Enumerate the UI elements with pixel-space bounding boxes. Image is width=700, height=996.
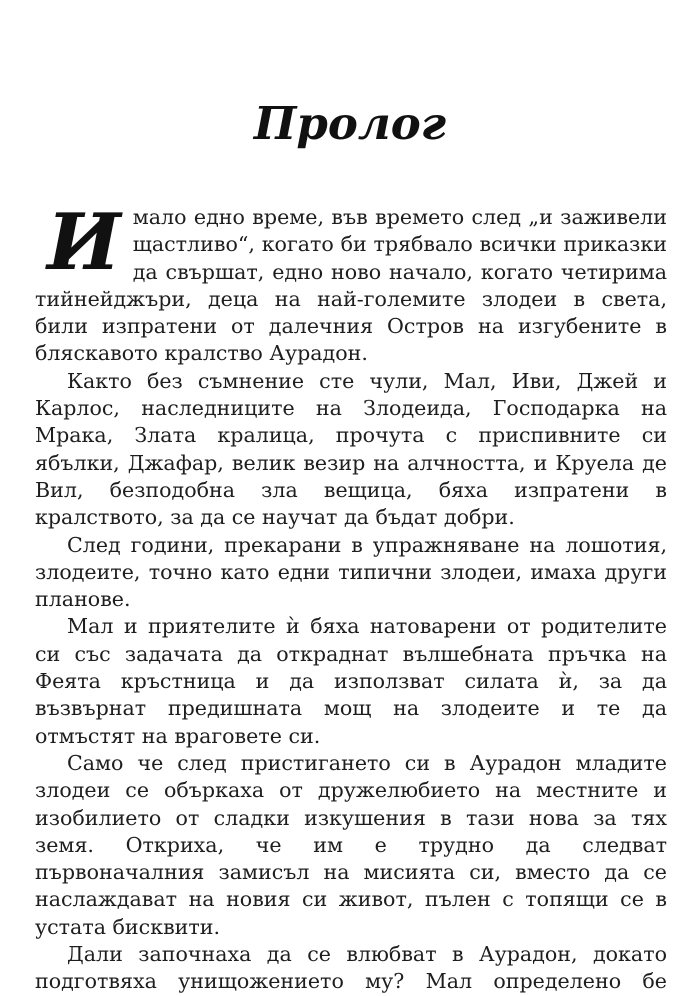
- drop-cap: И: [47, 197, 121, 288]
- paragraph-2: Както без съмнение сте чули, Мал, Иви, Джей и Карлос, наследниците на Злодеида, Господарка на Мрака, Злата кралица, прочута с приспивните си ябълки, Джафар, велик везир на алчността, и Круела де Вил, безподобна зла вещица, бяха изпратени в кралството, за да се научат да бъдат добри.: [35, 368, 667, 530]
- paragraph-1: [35, 197, 667, 368]
- paragraph-4: Мал и приятелите ѝ бяха натоварени от родителите си със задачата да откраднат вълшебната пръчка на Феята кръстница и да използват силата ѝ, за да възвърнат предишната мощ на злодеите и те да отмъстят на враговете си.: [35, 614, 667, 748]
- paragraph-5: Само че след пристигането си в Аурадон младите злодеи се объркаха от дружелюбието на местните и изобилието от сладки изкушения в тази нова за тях земя. Откриха, че им е трудно да следват първоначалния замисъл на мисията си, вместо да се наслаждават на новия си живот, пълен с топящи се в устата бисквити.: [35, 750, 667, 939]
- paragraph-3: След години, прекарани в упражняване на лошотия, злодеите, точно като едни типични злодеи, имаха други планове.: [35, 532, 667, 612]
- body-text: [35, 197, 667, 996]
- chapter-title: Пролог: [253, 97, 447, 150]
- paragraph-6: Дали започнаха да се влюбват в Аурадон, докато подготвяха унищожението му? Мал определено бе: [35, 942, 667, 994]
- paragraph-1-text: мало едно време, във времето след „и заживели щастливо“, когато би трябвало всички приказки да свършат, едно ново начало, когато четирима тийнейджъри, деца на най-големите злодеи в света, били изпратени от далечния Остров на изгубените в бляскавото кралство Аурадон.: [35, 205, 667, 366]
